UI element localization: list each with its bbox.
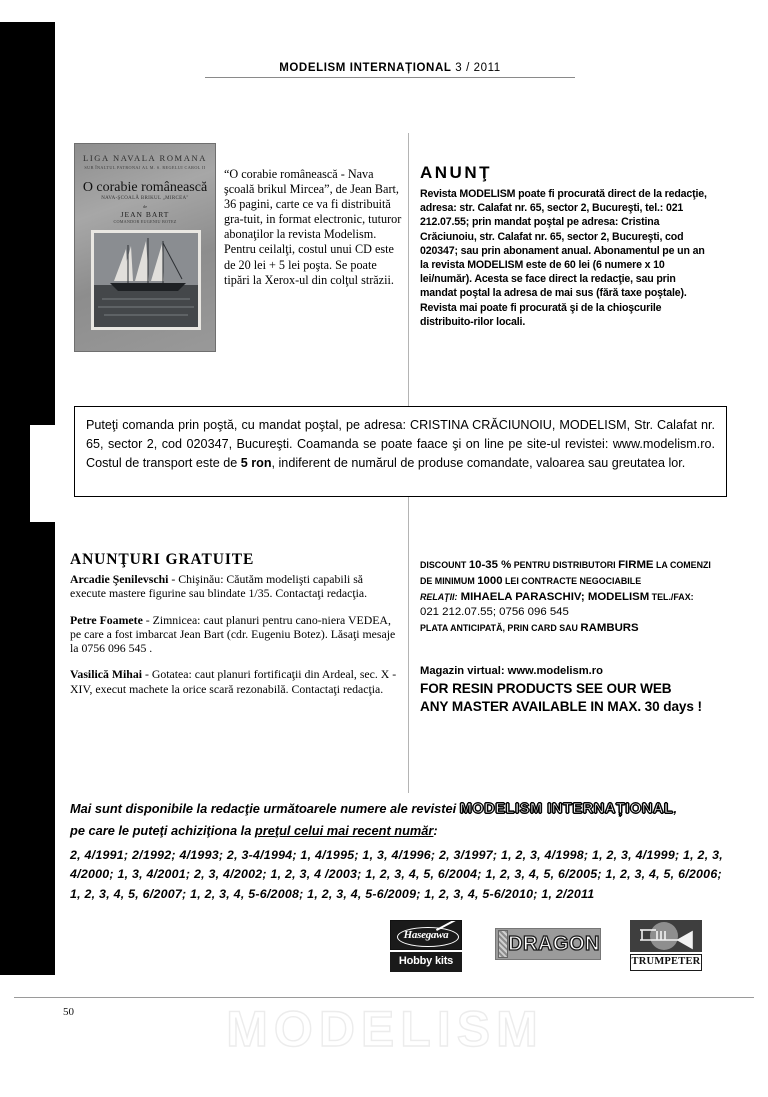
discount-label: DISCOUNT [420,560,469,570]
announcement-block [420,163,708,329]
back-issues-intro-text: Mai sunt disponibile la redacţie următoarele numere ale revistei [70,801,460,816]
contact-label: RELAŢII: [420,591,458,602]
resin-products-line: FOR RESIN PRODUCTS SEE OUR WEB [420,681,672,696]
free-ad-name: Petre Foamete [70,612,143,627]
book-cover-artwork [94,233,198,327]
footer-rule [14,997,754,998]
modelism-watermark: MODELISM [226,1001,544,1057]
payment-label: PLATA ANTICIPATĂ, PRIN CARD SAU [420,623,581,634]
web-shop-block [420,663,720,716]
trumpeter-brand-name: TRUMPETER [631,956,701,967]
hasegawa-logo-bottom [390,952,462,972]
back-issues-intro-line2 [70,820,730,842]
discount-orders-label: LA COMENZI [653,560,711,570]
list-item [70,613,400,656]
book-cover-organization: LIGA NAVALA ROMANA [83,153,207,163]
contact-phone-numbers: 021 212.07.55; 0756 096 545 [420,606,569,619]
free-ad-name: Vasilică Mihai [70,667,142,682]
back-issues-colon: : [433,823,438,838]
left-black-bar [0,22,55,975]
dragon-logo [495,928,601,960]
contact-line [420,590,720,606]
header-rule [205,77,575,78]
back-issues-list: 2, 4/1991; 2/1992; 4/1993; 2, 3-4/1994; 1, 4/1995; 1, 3, 4/1996; 2, 3/1997; 1, 2, 3, 4/1998; 1, 2, 3, 4/1999; 1, 2, 3, 4/2000; 1, 3, 4/2001; 2, 3, 4/2002; 1, 2, 3, 4 /2003; 1, 2, 3, 4, 5, 6/2004; 1, 2, 3, 4, 5, 6/2005; 1, 2, 3, 4, 5, 6/2006; 1, 2, 3, 4, 5, 6/2007; 1, 2, 3, 4, 5-6/2008; 1, 2, 3, 4, 5-6/2009; 1, 2, 3, 4, 5-6/2010; 1, 2/2011 [70,848,723,901]
book-description-text: “O corabie românească - Nava şcoală brikul Mircea”, de Jean Bart, 36 pagini, carte ce va fi distribuită gra-tuit, in format electronic, tuturor abonaţilor la revista Modelism. Pentru ceilalţi, costul unui CD este de 20 lei + 5 lei poşta. Se poate tipări la Xerox-ul din colţul străzii. [224,167,402,287]
order-info-part2: , indiferent de numărul de produse comandate, valoarea sau greutatea lor. [271,456,686,470]
back-issues-price-text: pe care le puteţi achiziţiona la [70,823,255,838]
book-cover-author: JEAN BART [120,210,170,219]
dragon-emblem-icon [498,930,508,958]
payment-ramburs: RAMBURS [580,622,639,635]
trumpeter-logo [630,920,702,972]
book-cover-organization-subtitle: SUB ÎNALTUL PATRONAJ AL M. S. REGELUI CAROL II [84,165,206,170]
free-ads-heading: ANUNŢURI GRATUITE [70,551,255,568]
order-info-text [86,416,715,473]
contact-tel-label: TEL./FAX: [649,591,694,602]
order-info-box [74,406,727,497]
free-ads-section [70,551,400,708]
free-ad-text: - Zimnicea: caut planuri pentru cano-niera VEDEA, pe care a fost imbarcat Jean Bart (cdr. Eugeniu Botez). Lăsaţi mesaje la 0756 096 545 . [70,612,396,656]
discount-for-label: PENTRU DISTRIBUTORI [511,560,619,570]
negotiable-contracts: CONTRACTE NEGOCIABILE [521,575,642,586]
book-cover-title: O corabie românească [82,180,208,195]
discount-line [420,558,720,574]
running-head [205,62,575,74]
book-cover-image [74,143,216,352]
order-info-part1: Puteţi comanda prin poştă, cu mandat poştal, pe adresa: CRISTINA CRĂCIUNOIU, MODELISM, Str. Calafat nr. 65, sector 2, cod 020347, Bucureşti. Coamanda se poate faace şi on line pe site-ul revistei: www.modelism.ro. Costul de transport este de [86,418,715,470]
list-item [70,572,400,601]
minimum-currency: LEI [502,575,522,586]
distributor-info-block [420,558,720,637]
book-cover-byline-word: de [142,204,148,209]
virtual-shop-url: Magazin virtual: www.modelism.ro [420,665,603,677]
minimum-label: DE MINIMUM [420,575,478,586]
payment-line [420,621,720,637]
back-issues-section [70,798,730,904]
announcement-title: ANUNŢ [420,163,492,182]
minimum-amount: 1000 [477,574,503,587]
discount-range: 10-35 % [468,559,512,571]
discount-firme: FIRME [618,559,654,571]
free-ad-text: - Chişinău: Căutăm modelişti capabili să execute mastere figurine sau blindate 1/35. Contactaţi redacţia. [70,572,368,601]
free-ad-name: Arcadie Şenilevschi [70,572,169,586]
free-ad-text: - Gotatea: caut planuri fortificaţii din Ardeal, sec. X - XIV, execut machete la orice scară rezonabilă. Contactaţi redacţia. [70,667,397,696]
sailing-ship-icon [94,233,198,327]
hasegawa-tagline: Hobby kits [398,955,454,967]
back-issues-comma: , [673,801,678,816]
running-head-issue: 3 / 2011 [451,62,501,74]
page-header [205,62,575,78]
trumpeter-logo-bottom [630,954,702,971]
book-cover-author-subtitle: COMANDOR EUGENIU BOTEZ [113,219,177,224]
book-cover-artwork-frame [91,230,201,330]
brand-logos [0,920,768,976]
announcement-body: Revista MODELISM poate fi procurată direct de la redacţie, adresa: str. Calafat nr. 65, sector 2, Bucureşti, tel.: 021 212.07.55; prin mandat poştal pe adresa: Cristina Crăciunoiu, str. Calafat nr. 65, sector 2, Bucureşti, cod 020347; sau prin abonament anual. Abonamentul pe un an la revista MODELISM este de 60 lei (6 numere x 10 lei/număr). Acesta se face direct la redacţie, sau prin mandat poştal la adresa de mai sus (fără taxe poştale). Revista mai poate fi procurată şi de la chioşcurile distribuito-rilor locali. [420,188,707,328]
dragon-brand-name: DRAGON [508,932,600,955]
minimum-order-line [420,574,720,590]
contact-person: MIHAELA PARASCHIV; MODELISM [457,590,650,603]
hasegawa-brand-name: Hasegawa [403,929,449,941]
page-number: 50 [63,1006,74,1018]
dragon-logo-frame [495,928,601,960]
list-item [70,667,400,696]
running-head-title: MODELISM INTERNAȚIONAL [279,62,452,74]
trumpet-icon [630,920,702,952]
book-cover-subtitle: NAVA-ŞCOALĂ BRIKUL „MIRCEA" [101,196,189,201]
magazine-name-outline: MODELISM INTERNAȚIONAL [459,801,674,817]
back-issues-intro-line1 [70,798,730,820]
trumpeter-logo-top [630,920,702,952]
back-issues-price-emphasis: preţul celui mai recent număr [254,823,434,838]
left-black-bar-notch [30,425,75,522]
master-availability-line: ANY MASTER AVAILABLE IN MAX. 30 days ! [420,699,702,714]
hasegawa-logo [390,920,462,972]
order-shipping-cost: 5 ron [240,456,272,470]
hasegawa-logo-top [390,920,462,950]
